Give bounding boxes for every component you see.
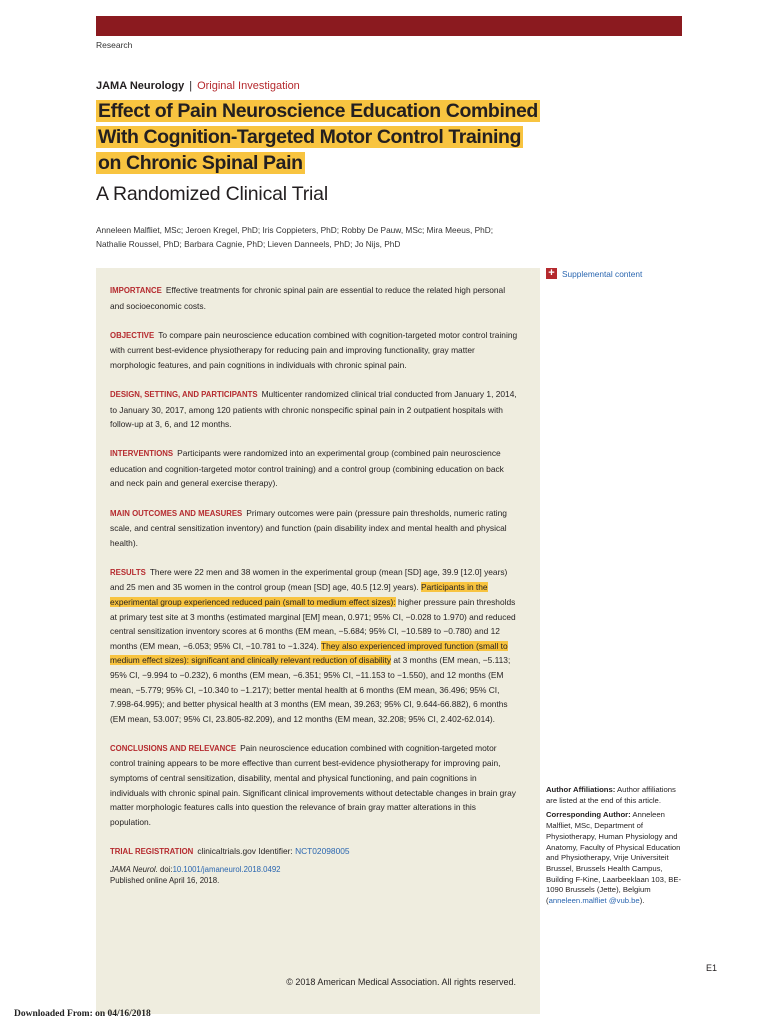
corresponding-heading: Corresponding Author: <box>546 810 631 820</box>
top-color-bar <box>96 16 682 36</box>
conclusions-heading: CONCLUSIONS AND RELEVANCE <box>110 743 237 753</box>
authors-line-1: Anneleen Malfliet, MSc; Jeroen Kregel, PhD; Iris Coppieters, PhD; Robby De Pauw, MSc; Mira Meeus, PhD; <box>96 225 494 235</box>
journal-name: JAMA Neurology <box>96 80 185 92</box>
abstract-outcomes <box>110 506 518 551</box>
abstract-design <box>110 387 518 432</box>
trial-heading: TRIAL REGISTRATION <box>110 846 194 856</box>
abstract-box <box>96 268 540 1014</box>
abstract-interventions <box>110 446 518 491</box>
sidebar-notes <box>546 785 684 911</box>
affiliations-heading: Author Affiliations: <box>546 785 616 794</box>
results-heading: RESULTS <box>110 567 146 577</box>
authors-line-2: Nathalie Roussel, PhD; Barbara Cagnie, PhD; Lieven Danneels, PhD; Jo Nijs, PhD <box>96 238 401 249</box>
plus-icon: + <box>546 268 557 279</box>
importance-text: Effective treatments for chronic spinal pain are essential to reduce the related high personal and socioeconomic costs. <box>110 285 506 311</box>
importance-heading: IMPORTANCE <box>110 286 162 295</box>
corresponding-author <box>546 810 684 906</box>
title-line-1: Effect of Pain Neuroscience Education Combined <box>98 100 538 122</box>
objective-heading: OBJECTIVE <box>110 330 155 340</box>
journal-separator: | <box>189 80 193 92</box>
doi-link[interactable]: 10.1001/jamaneurol.2018.0492 <box>172 864 281 874</box>
article-title <box>96 98 576 176</box>
outcomes-heading: MAIN OUTCOMES AND MEASURES <box>110 508 243 518</box>
author-affiliations <box>546 785 684 806</box>
abstract-content <box>110 283 518 887</box>
trial-id-link[interactable]: NCT02098005 <box>295 845 350 856</box>
conclusions-text: Pain neuroscience education combined with cognition-targeted motor control training appears to be more effective than current best-evidence physiotherapy for improving pain, symptoms of central sensitization, disability, mental and physical functioning, and pain cognitions in individuals with chronic spinal pain. Significant clinical improvements without detectable changes in brain gray matter morphologic features calls into question the relevance of brain gray matter alterations in this population. <box>110 742 516 827</box>
pub-doi-prefix: doi: <box>159 864 173 874</box>
publication-info <box>110 864 518 887</box>
results-text-1: There were 22 men and 38 women in the experimental group (mean [SD] age, 39.9 [12.0] years) and 25 men and 35 women in the control group (mean [SD] age, 40.5 [12.9] years). <box>110 566 508 593</box>
corresponding-text: Anneleen Malfliet, MSc, Department of Physiotherapy, Human Physiology and Anatomy, Faculty of Physical Education and Physiotherapy, Vrije Universiteit Brussel, Brussels Health Campus, Building F-Kine, Laarbeeklaan 103, BE-1090 Brussels (Jette), Belgium ( <box>546 810 682 906</box>
results-highlight-2: They also experienced improved function (small to medium effect sizes): significant and clinically relevant reduction of disability <box>110 640 508 666</box>
design-heading: DESIGN, SETTING, AND PARTICIPANTS <box>110 389 258 399</box>
title-line-3: on Chronic Spinal Pain <box>98 152 303 174</box>
corresponding-end: ). <box>639 896 645 906</box>
supplemental-label: Supplemental content <box>562 268 643 279</box>
email-link[interactable]: anneleen.malfliet @vub.be <box>548 896 640 906</box>
trial-text: clinicaltrials.gov Identifier: <box>197 845 293 856</box>
journal-line <box>96 80 300 92</box>
results-highlight-1: Participants in the experimental group experienced reduced pain (small to medium effect sizes): <box>110 582 488 607</box>
author-list <box>96 224 536 251</box>
design-text: Multicenter randomized clinical trial conducted from January 1, 2014, to January 30, 2017, among 120 patients with chronic nonspecific spinal pain in 2 outpatient hospitals with follow-up at 3, 6, and 12 months. <box>110 388 517 430</box>
pub-journal: JAMA Neurol. <box>110 864 158 874</box>
affiliations-text: Author affiliations are listed at the end of this article. <box>546 785 676 805</box>
results-text-3: at 3 months (EM mean, −5.113; 95% CI, −9.994 to −0.232), 6 months (EM mean, −6.351; 95% CI, −11.153 to −1.550), and 12 months (EM mean, −5.779; 95% CI, −10.340 to −1.217); better mental health at 6 months (EM mean, 36.496; 95% CI, 7.998-64.995); and better physical health at 3 months (EM mean, 39.263; 95% CI, 9.644-66.882), 6 months (EM mean, 53.007; 95% CI, 23.805-82.209), and 12 months (EM mean, 32.208; 95% CI, 2.402-62.014). <box>110 655 511 724</box>
section-label: Research <box>96 40 133 50</box>
abstract-objective <box>110 328 518 373</box>
abstract-trial-registration <box>110 844 518 860</box>
download-stamp: Downloaded From: on 04/16/2018 <box>14 1009 151 1019</box>
supplemental-content-link[interactable] <box>546 268 642 279</box>
pub-date: Published online April 16, 2018. <box>110 876 220 885</box>
abstract-results <box>110 565 518 727</box>
title-line-2: With Cognition-Targeted Motor Control Training <box>98 126 521 148</box>
copyright-notice: © 2018 American Medical Association. All rights reserved. <box>286 977 516 987</box>
article-type: Original Investigation <box>197 80 300 92</box>
outcomes-text: Primary outcomes were pain (pressure pain thresholds, numeric rating scale, and central sensitization inventory) and function (pain disability index and mental health and physical health). <box>110 507 507 548</box>
interventions-heading: INTERVENTIONS <box>110 449 174 459</box>
interventions-text: Participants were randomized into an experimental group (combined pain neuroscience education and cognition-targeted motor control training) and a control group (combining education on back and neck pain and general exercise therapy). <box>110 448 504 489</box>
abstract-conclusions <box>110 741 518 830</box>
abstract-importance <box>110 283 518 313</box>
objective-text: To compare pain neuroscience education combined with cognition-targeted motor control training with current best-evidence physiotherapy for reducing pain and improving functionality, gray matter morphologic features, and pain cognitions in individuals with chronic spinal pain. <box>110 329 518 370</box>
article-subtitle: A Randomized Clinical Trial <box>96 183 328 205</box>
page-number: E1 <box>706 963 718 973</box>
results-text-2: higher pressure pain thresholds at primary test site at 3 months (estimated marginal [EM] mean, 0.971; 95% CI, −0.028 to 1.970) and reduced central sensitization inventory scores at 6 months (EM mean, −5.684; 95% CI, −10.589 to −0.780) and 12 months (EM mean, −6.053; 95% CI, −10.781 to −1.324). <box>110 597 516 651</box>
